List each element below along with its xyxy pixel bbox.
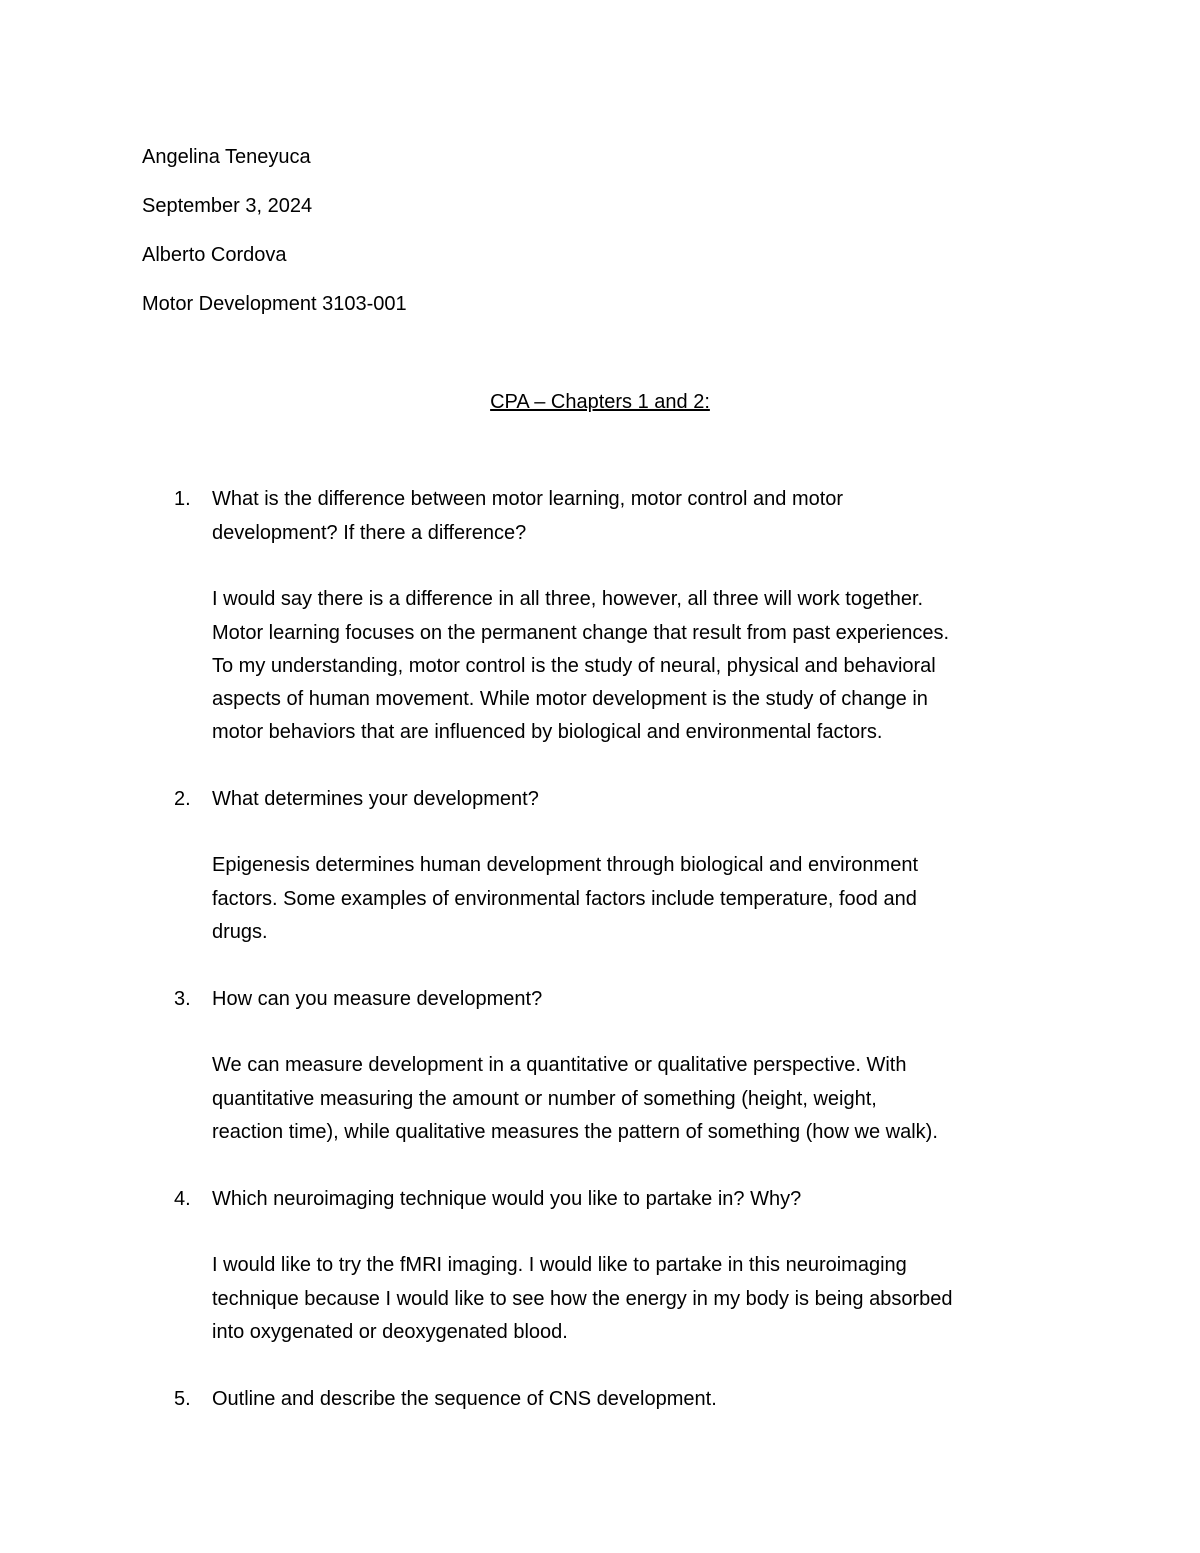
answer-text: technique because I would like to see how the energy in my body is being absorbed [212, 1288, 953, 1310]
student-name: Angelina Teneyuca [142, 146, 311, 168]
question-text: Outline and describe the sequence of CNS development. [212, 1388, 717, 1410]
question-number: 1. [174, 488, 191, 510]
answer-text: We can measure development in a quantitative or qualitative perspective. With [212, 1054, 907, 1076]
answer-text: To my understanding, motor control is the study of neural, physical and behavioral [212, 655, 936, 677]
question-text: What determines your development? [212, 788, 539, 810]
answer-text: motor behaviors that are influenced by biological and environmental factors. [212, 721, 883, 743]
answer-text: quantitative measuring the amount or number of something (height, weight, [212, 1088, 877, 1110]
answer-text: factors. Some examples of environmental factors include temperature, food and [212, 888, 917, 910]
question-number: 3. [174, 988, 191, 1010]
date: September 3, 2024 [142, 195, 313, 217]
instructor-name: Alberto Cordova [142, 244, 287, 266]
answer-text: I would like to try the fMRI imaging. I would like to partake in this neuroimaging [212, 1254, 907, 1276]
question-number: 2. [174, 788, 191, 810]
question-number: 4. [174, 1188, 191, 1210]
question-text: Which neuroimaging technique would you like to partake in? Why? [212, 1188, 802, 1210]
answer-text: reaction time), while qualitative measures the pattern of something (how we walk). [212, 1121, 938, 1143]
answer-text: into oxygenated or deoxygenated blood. [212, 1321, 568, 1343]
question-text: How can you measure development? [212, 988, 543, 1010]
question-text: What is the difference between motor learning, motor control and motor [212, 488, 844, 510]
answer-text: Epigenesis determines human development through biological and environment [212, 854, 918, 876]
question-text: development? If there a difference? [212, 522, 527, 544]
answer-text: I would say there is a difference in all three, however, all three will work together. [212, 588, 924, 610]
document-title: CPA – Chapters 1 and 2: [490, 391, 710, 413]
course-name: Motor Development 3103-001 [142, 293, 407, 315]
answer-text: Motor learning focuses on the permanent change that result from past experiences. [212, 622, 950, 644]
answer-text: aspects of human movement. While motor development is the study of change in [212, 688, 928, 710]
question-number: 5. [174, 1388, 191, 1410]
answer-text: drugs. [212, 921, 268, 943]
